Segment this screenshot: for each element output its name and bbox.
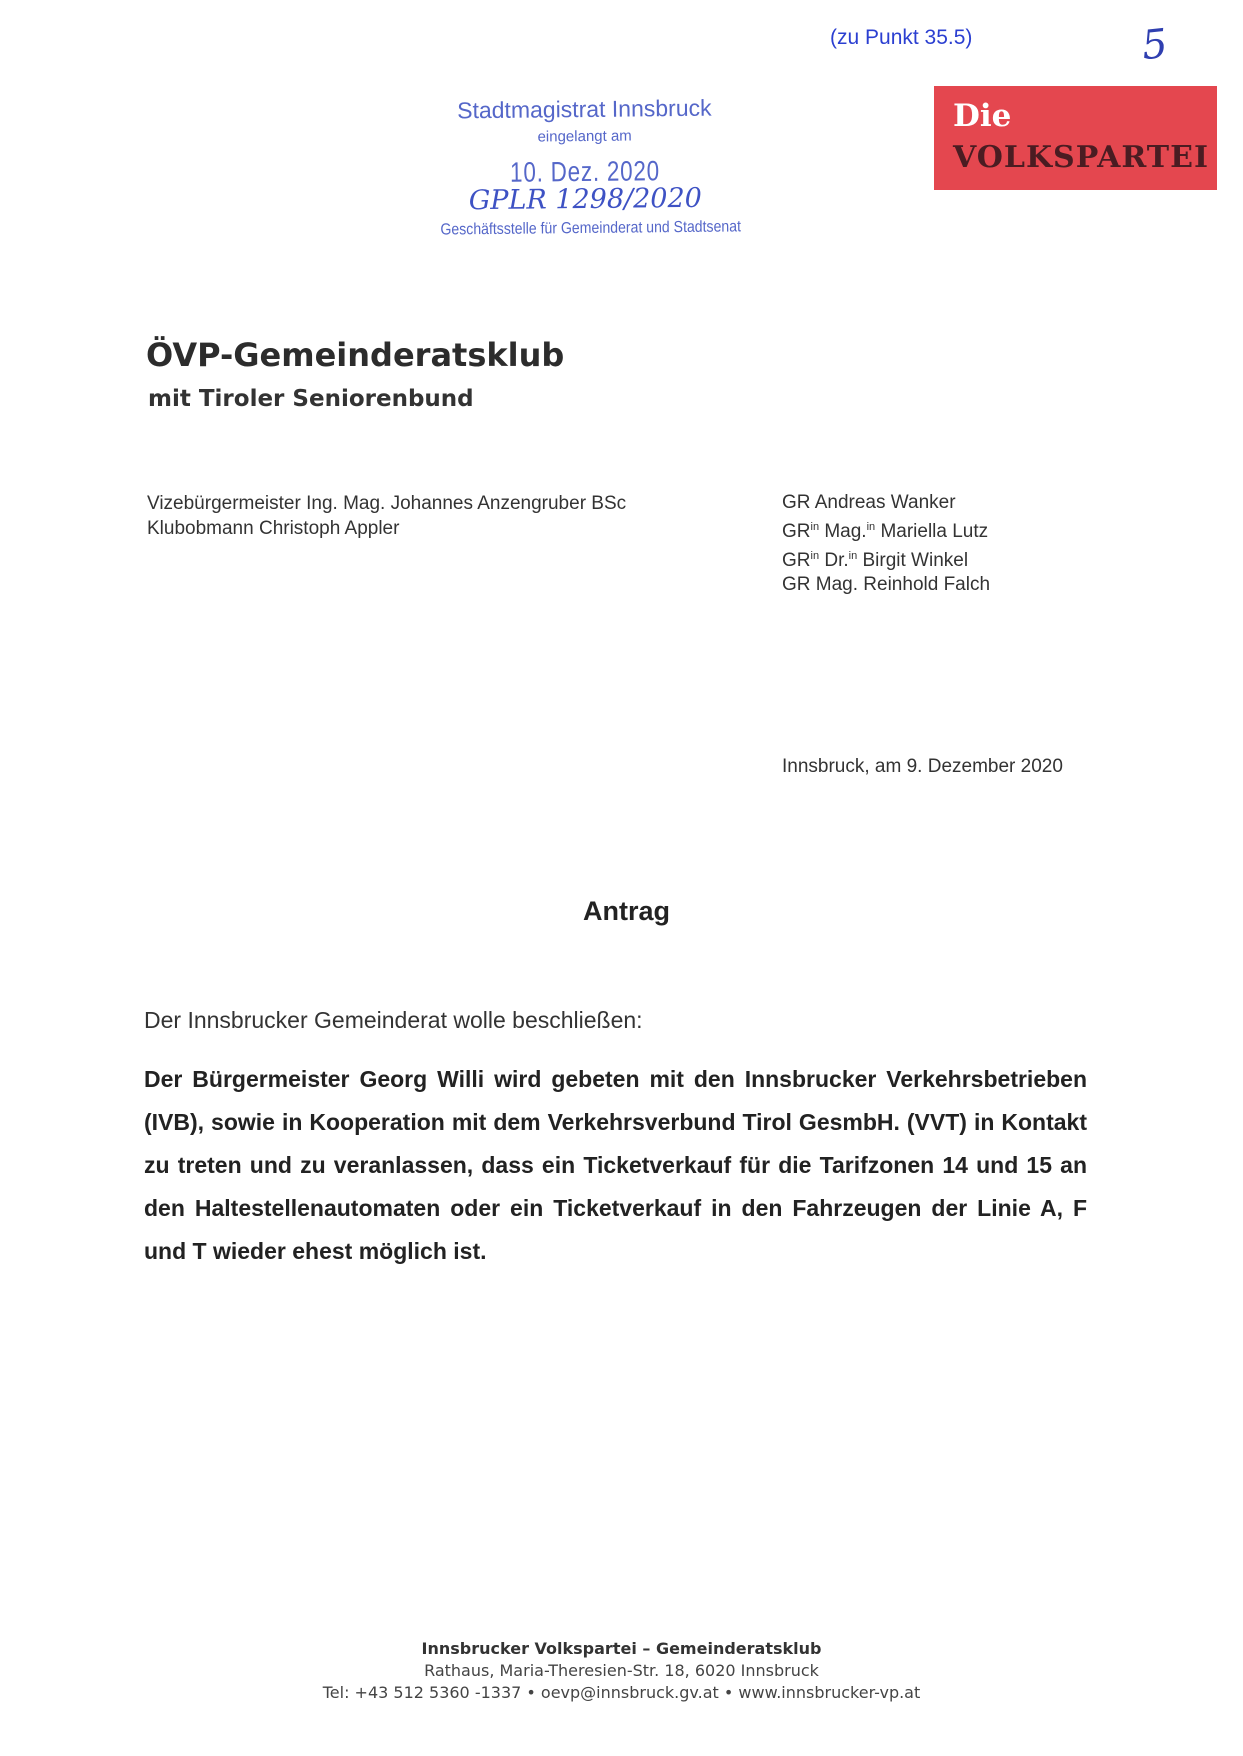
stamp-handwritten-reference: GPLR 1298/2020 <box>468 182 703 217</box>
member-name: GR Mag. Reinhold Falch <box>782 574 991 595</box>
member-name: GR Andreas Wanker <box>782 492 956 513</box>
logo-line-2: VOLKSPARTEI <box>953 140 1209 175</box>
stamp-received-label: eingelangt am <box>537 127 632 146</box>
reference-note: (zu Punkt 35.5) <box>830 26 973 49</box>
party-logo <box>934 86 1217 190</box>
member-name: $GR^{in}$ Dr.$^{in}$ Birgit Winkel <box>782 550 969 571</box>
footer <box>0 1638 1243 1704</box>
member-name: $GR^{in}$ Mag.$^{in}$ Mariella Lutz <box>782 521 989 542</box>
motion-intro: Der Innsbrucker Gemeinderat wolle beschließen: <box>144 1007 643 1033</box>
document-date: Innsbruck, am 9. Dezember 2020 <box>782 756 1063 777</box>
members-right <box>782 491 990 597</box>
member-name: Klubobmann Christoph Appler <box>147 518 400 539</box>
stamp-date: 10. Dez. 2020 <box>509 155 661 188</box>
members-left <box>147 491 626 541</box>
footer-organization: Innsbrucker Volkspartei – Gemeinderatsklub <box>421 1639 822 1658</box>
stamp-title: Stadtmagistrat Innsbruck <box>457 94 712 124</box>
logo-line-1: Die <box>953 98 1012 134</box>
footer-contact: Tel: +43 512 5360 -1337 • oevp@innsbruck.gv.at • www.innsbrucker-vp.at <box>322 1683 921 1702</box>
stamp-office: Geschäftsstelle für Gemeinderat und Stadtsenat <box>440 218 742 239</box>
document-heading: Antrag <box>583 896 670 926</box>
footer-address: Rathaus, Maria-Theresien-Str. 18, 6020 Innsbruck <box>424 1661 819 1680</box>
member-name: Vizebürgermeister Ing. Mag. Johannes Anzengruber BSc <box>147 493 627 514</box>
club-title: ÖVP-Gemeinderatsklub <box>146 336 565 374</box>
club-subtitle: mit Tiroler Seniorenbund <box>148 386 474 412</box>
handwritten-page-number: 5 <box>1139 20 1170 70</box>
motion-text: Der Bürgermeister Georg Willi wird gebeten mit den Innsbrucker Verkehrsbetrieben (IVB), sowie in Kooperation mit dem Verkehrsverbund Tirol GesmbH. (VVT) in Kontakt zu treten und zu veranlassen, dass ein Ticketverkauf für die Tarifzonen 14 und 15 an den Haltestellenautomaten oder ein Ticketverkauf in den Fahrzeugen der Linie A, F und T wieder ehest möglich ist. <box>144 1066 1087 1264</box>
receipt-stamp <box>419 88 751 251</box>
